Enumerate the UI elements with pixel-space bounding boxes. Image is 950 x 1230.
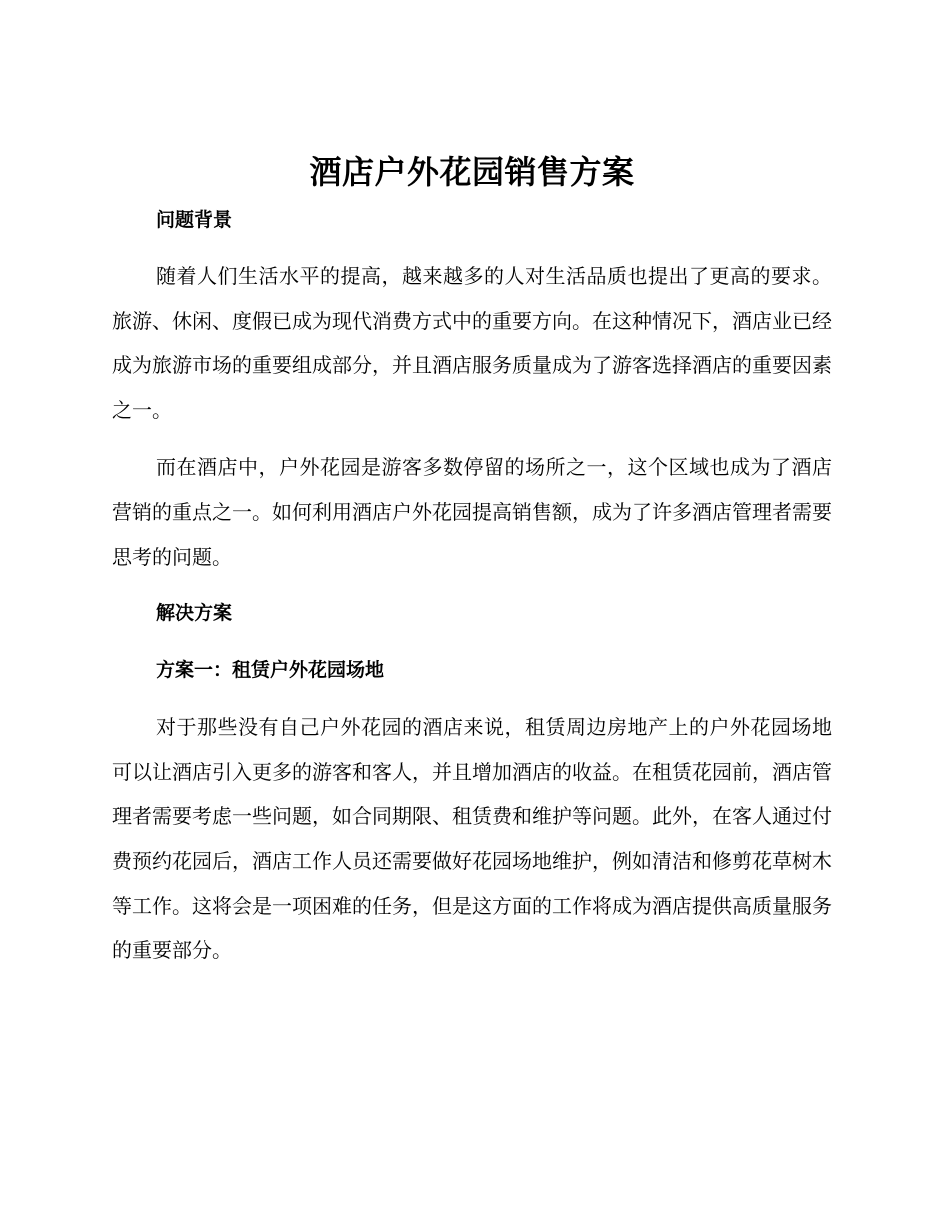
paragraph-background-2: 而在酒店中，户外花园是游客多数停留的场所之一，这个区域也成为了酒店营销的重点之一。如何利用酒店户外花园提高销售额，成为了许多酒店管理者需要思考的问题。 [112, 455, 832, 569]
paragraph-plan-1: 对于那些没有自己户外花园的酒店来说，租赁周边房地产上的户外花园场地可以让酒店引入更多的游客和客人，并且增加酒店的收益。在租赁花园前，酒店管理者需要考虑一些问题，如合同期限、租赁费和维护等问题。此外，在客人通过付费预约花园后，酒店工作人员还需要做好花园场地维护，例如清洁和修剪花草树木等工作。这将会是一项困难的任务，但是这方面的工作将成为酒店提供高质量服务的重要部分。 [112, 715, 832, 963]
section-heading-solution: 解决方案 [156, 602, 233, 625]
subsection-heading-plan-1: 方案一：租赁户外花园场地 [156, 659, 385, 682]
section-heading-background: 问题背景 [156, 209, 233, 231]
document-title: 酒店户外花园销售方案 [309, 153, 635, 191]
document-body [112, 148, 832, 973]
paragraph-background-1: 随着人们生活水平的提高，越来越多的人对生活品质也提出了更高的要求。旅游、休闲、度假已成为现代消费方式中的重要方向。在这种情况下，酒店业已经成为旅游市场的重要组成部分，并且酒店服务质量成为了游客选择酒店的重要因素之一。 [112, 264, 832, 422]
